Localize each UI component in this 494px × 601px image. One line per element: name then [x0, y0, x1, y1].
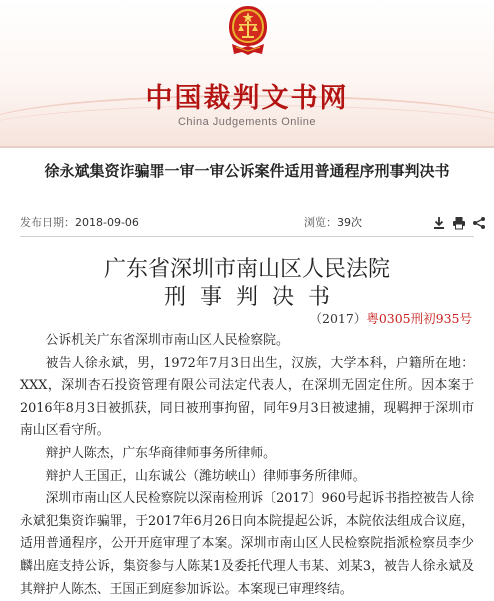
views-label: 浏览： — [304, 216, 337, 229]
site-header-banner — [0, 0, 494, 148]
case-code: 粤0305刑初935号 — [366, 311, 472, 326]
case-number — [310, 309, 472, 327]
views-info — [304, 214, 362, 234]
paragraph: 深圳市南山区人民检察院以深南检刑诉〔2017〕960号起诉书指控被告人徐永斌犯集资诈骗罪，于2017年6月26日向本院提起公诉，本院依法组成合议庭，适用普通程序，公开开庭审理了本案。深圳市南山区人民检察院指派检察员李少麟出庭支持公诉，集资参与人陈某1及委托代理人韦某、刘某3，被告人徐永斌及其辩护人陈杰、王国正到庭参加诉讼。本案现已审理终结。 — [20, 491, 474, 597]
publish-info — [20, 214, 139, 234]
views-count: 39次 — [337, 216, 362, 229]
paragraph: 辩护人陈杰，广东华商律师事务所律师。 — [45, 445, 276, 461]
court-name: 广东省深圳市南山区人民法院 — [103, 257, 390, 282]
court-emblem-icon[interactable] — [226, 2, 270, 64]
download-icon[interactable] — [432, 215, 446, 229]
site-name: 中国裁判文书网 — [145, 83, 349, 114]
paragraph: 辩护人王国正，山东诚公（潍坊峡山）律师事务所律师。 — [45, 468, 366, 484]
publish-date: 2018-09-06 — [75, 216, 139, 229]
document-title: 徐永斌集资诈骗罪一审一审公诉案件适用普通程序刑事判决书 — [44, 162, 450, 180]
judgment-body — [20, 330, 474, 601]
share-icon[interactable] — [472, 215, 486, 229]
print-icon[interactable] — [452, 215, 466, 229]
paragraph: 被告人徐永斌，男，1972年7月3日出生，汉族，大学本科，户籍所在地：XXX，深圳杏石投资管理有限公司法定代表人，在深圳无固定住所。因本案于2016年8月3日被抓获，同日被刑事拘留，同年9月3日被逮捕，现羁押于深圳市南山区看守所。 — [20, 355, 474, 439]
document-toolbar — [432, 212, 486, 232]
paragraph: 公诉机关广东省深圳市南山区人民检察院。 — [45, 333, 289, 348]
site-subtitle: China Judgements Online — [177, 116, 317, 128]
header-divider — [0, 146, 494, 148]
publish-label: 发布日期： — [20, 216, 75, 229]
document-type: 刑事判决书 — [163, 285, 344, 310]
meta-divider — [20, 236, 474, 237]
case-year: （2017） — [309, 311, 367, 326]
